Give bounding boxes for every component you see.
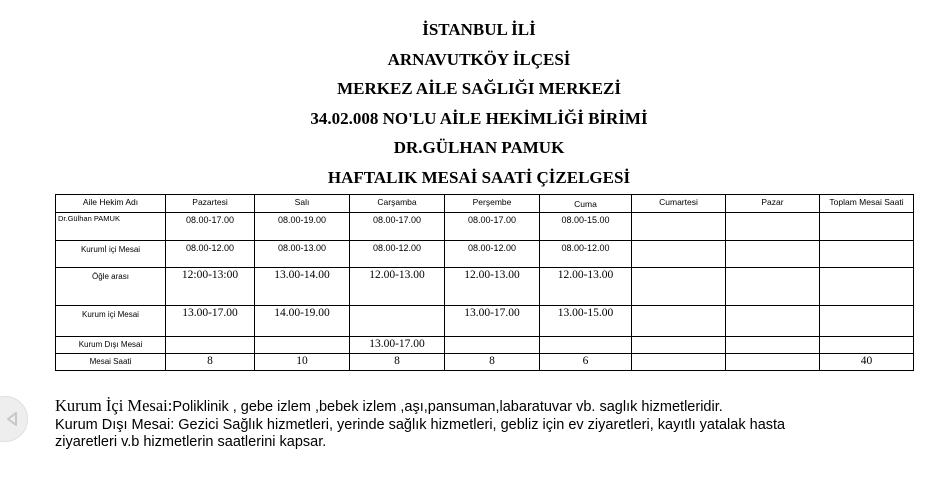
note-kurum-ici-title: Kurum İçi Mesai: <box>55 396 173 415</box>
table-cell: 12:00-13:00 <box>166 268 255 306</box>
column-header: Carşamba <box>350 195 445 213</box>
note-kurum-disi-line2: ziyaretleri v.b hizmetlerin saatlerini kapsar. <box>55 434 327 450</box>
row-label: Mesai Saati <box>56 354 166 371</box>
table-cell: 14.00-19.00 <box>255 306 350 337</box>
table-cell: 12.00-13.00 <box>445 268 540 306</box>
table-cell <box>726 268 820 306</box>
table-cell: 08.00-12.00 <box>350 241 445 268</box>
row-label: Dr.Gülhan PAMUK <box>56 213 166 241</box>
header-schedule-title: HAFTALIK MESAİ SAATİ ÇİZELGESİ <box>327 167 631 187</box>
column-header: Aile Hekim Adı <box>56 195 166 213</box>
column-header: Cumartesi <box>632 195 726 213</box>
table-cell <box>632 268 726 306</box>
table-cell <box>726 337 820 354</box>
table-row <box>56 268 914 306</box>
table-cell <box>445 337 540 354</box>
note-kurum-disi-line1: Kurum Dışı Mesai: Gezici Sağlık hizmetleri, yerinde sağlık hizmetleri, gebliz için ev ziyaretleri, kayıtlı yatalak hasta <box>55 416 786 433</box>
table-cell: 08.00-17.00 <box>350 213 445 241</box>
column-header: Cuma <box>540 195 632 213</box>
table-cell <box>726 213 820 241</box>
table-row <box>56 306 914 337</box>
table-cell: 08.00-19.00 <box>255 213 350 241</box>
column-header: Perşembe <box>445 195 540 213</box>
table-cell <box>255 337 350 354</box>
document-header <box>0 18 947 195</box>
column-header: Pazartesi <box>166 195 255 213</box>
table-cell: 13.00-15.00 <box>540 306 632 337</box>
table-cell: 12.00-13.00 <box>350 268 445 306</box>
table-cell: 8 <box>166 354 255 371</box>
table-cell: 13.00-17.00 <box>166 306 255 337</box>
table-row <box>56 213 914 241</box>
column-header: Salı <box>255 195 350 213</box>
table-cell: 6 <box>540 354 632 371</box>
table-cell: 08.00-12.00 <box>166 241 255 268</box>
table-cell <box>820 241 914 268</box>
table-cell <box>820 337 914 354</box>
previous-page-button[interactable] <box>0 396 28 442</box>
note-kurum-ici <box>55 397 905 417</box>
row-label: Kurumİ içi Mesai <box>56 241 166 268</box>
table-row <box>56 337 914 354</box>
table-cell: 08.00-15.00 <box>540 213 632 241</box>
table-header-row <box>56 195 914 213</box>
table-cell <box>726 354 820 371</box>
table-cell: 08.00-12.00 <box>540 241 632 268</box>
table-cell <box>632 241 726 268</box>
header-province: İSTANBUL İLİ <box>422 20 536 39</box>
table-cell <box>166 337 255 354</box>
row-label: Kurum içi Mesai <box>56 306 166 337</box>
table-cell: 8 <box>350 354 445 371</box>
table-cell: 08.00-17.00 <box>445 213 540 241</box>
table-cell: 40 <box>820 354 914 371</box>
table-cell: 08.00-17.00 <box>166 213 255 241</box>
table-cell <box>632 354 726 371</box>
notes-section <box>55 397 905 452</box>
row-label: Öğle arası <box>56 268 166 306</box>
header-unit: 34.02.008 NO'LU AİLE HEKİMLİĞİ BİRİMİ <box>310 108 648 128</box>
column-header: Pazar <box>726 195 820 213</box>
table-cell: 13.00-17.00 <box>350 337 445 354</box>
row-label: Kurum Dışı Mesai <box>56 337 166 354</box>
schedule-table <box>55 194 914 371</box>
table-cell <box>350 306 445 337</box>
table-cell <box>632 213 726 241</box>
table-cell: 12.00-13.00 <box>540 268 632 306</box>
table-cell: 8 <box>445 354 540 371</box>
table-cell <box>540 337 632 354</box>
chevron-left-icon <box>5 411 19 427</box>
header-district: ARNAVUTKÖY İLÇESİ <box>387 49 571 69</box>
table-cell <box>820 268 914 306</box>
table-cell <box>632 337 726 354</box>
header-center: MERKEZ AİLE SAĞLIĞI MERKEZİ <box>337 79 621 98</box>
table-cell <box>820 306 914 337</box>
table-cell: 08.00-13.00 <box>255 241 350 268</box>
table-cell <box>820 213 914 241</box>
table-cell <box>726 241 820 268</box>
table-cell <box>726 306 820 337</box>
note-kurum-ici-text: Poliklinik , gebe izlem ,bebek izlem ,aşı,pansuman,labaratuvar vb. saglık hizmetleridir. <box>172 399 723 415</box>
table-cell: 08.00-12.00 <box>445 241 540 268</box>
table-row <box>56 241 914 268</box>
column-header: Toplam Mesai Saati <box>820 195 914 213</box>
table-cell: 10 <box>255 354 350 371</box>
table-cell: 13.00-17.00 <box>445 306 540 337</box>
table-row <box>56 354 914 371</box>
header-doctor: DR.GÜLHAN PAMUK <box>393 138 565 157</box>
table-cell: 13.00-14.00 <box>255 268 350 306</box>
table-cell <box>632 306 726 337</box>
